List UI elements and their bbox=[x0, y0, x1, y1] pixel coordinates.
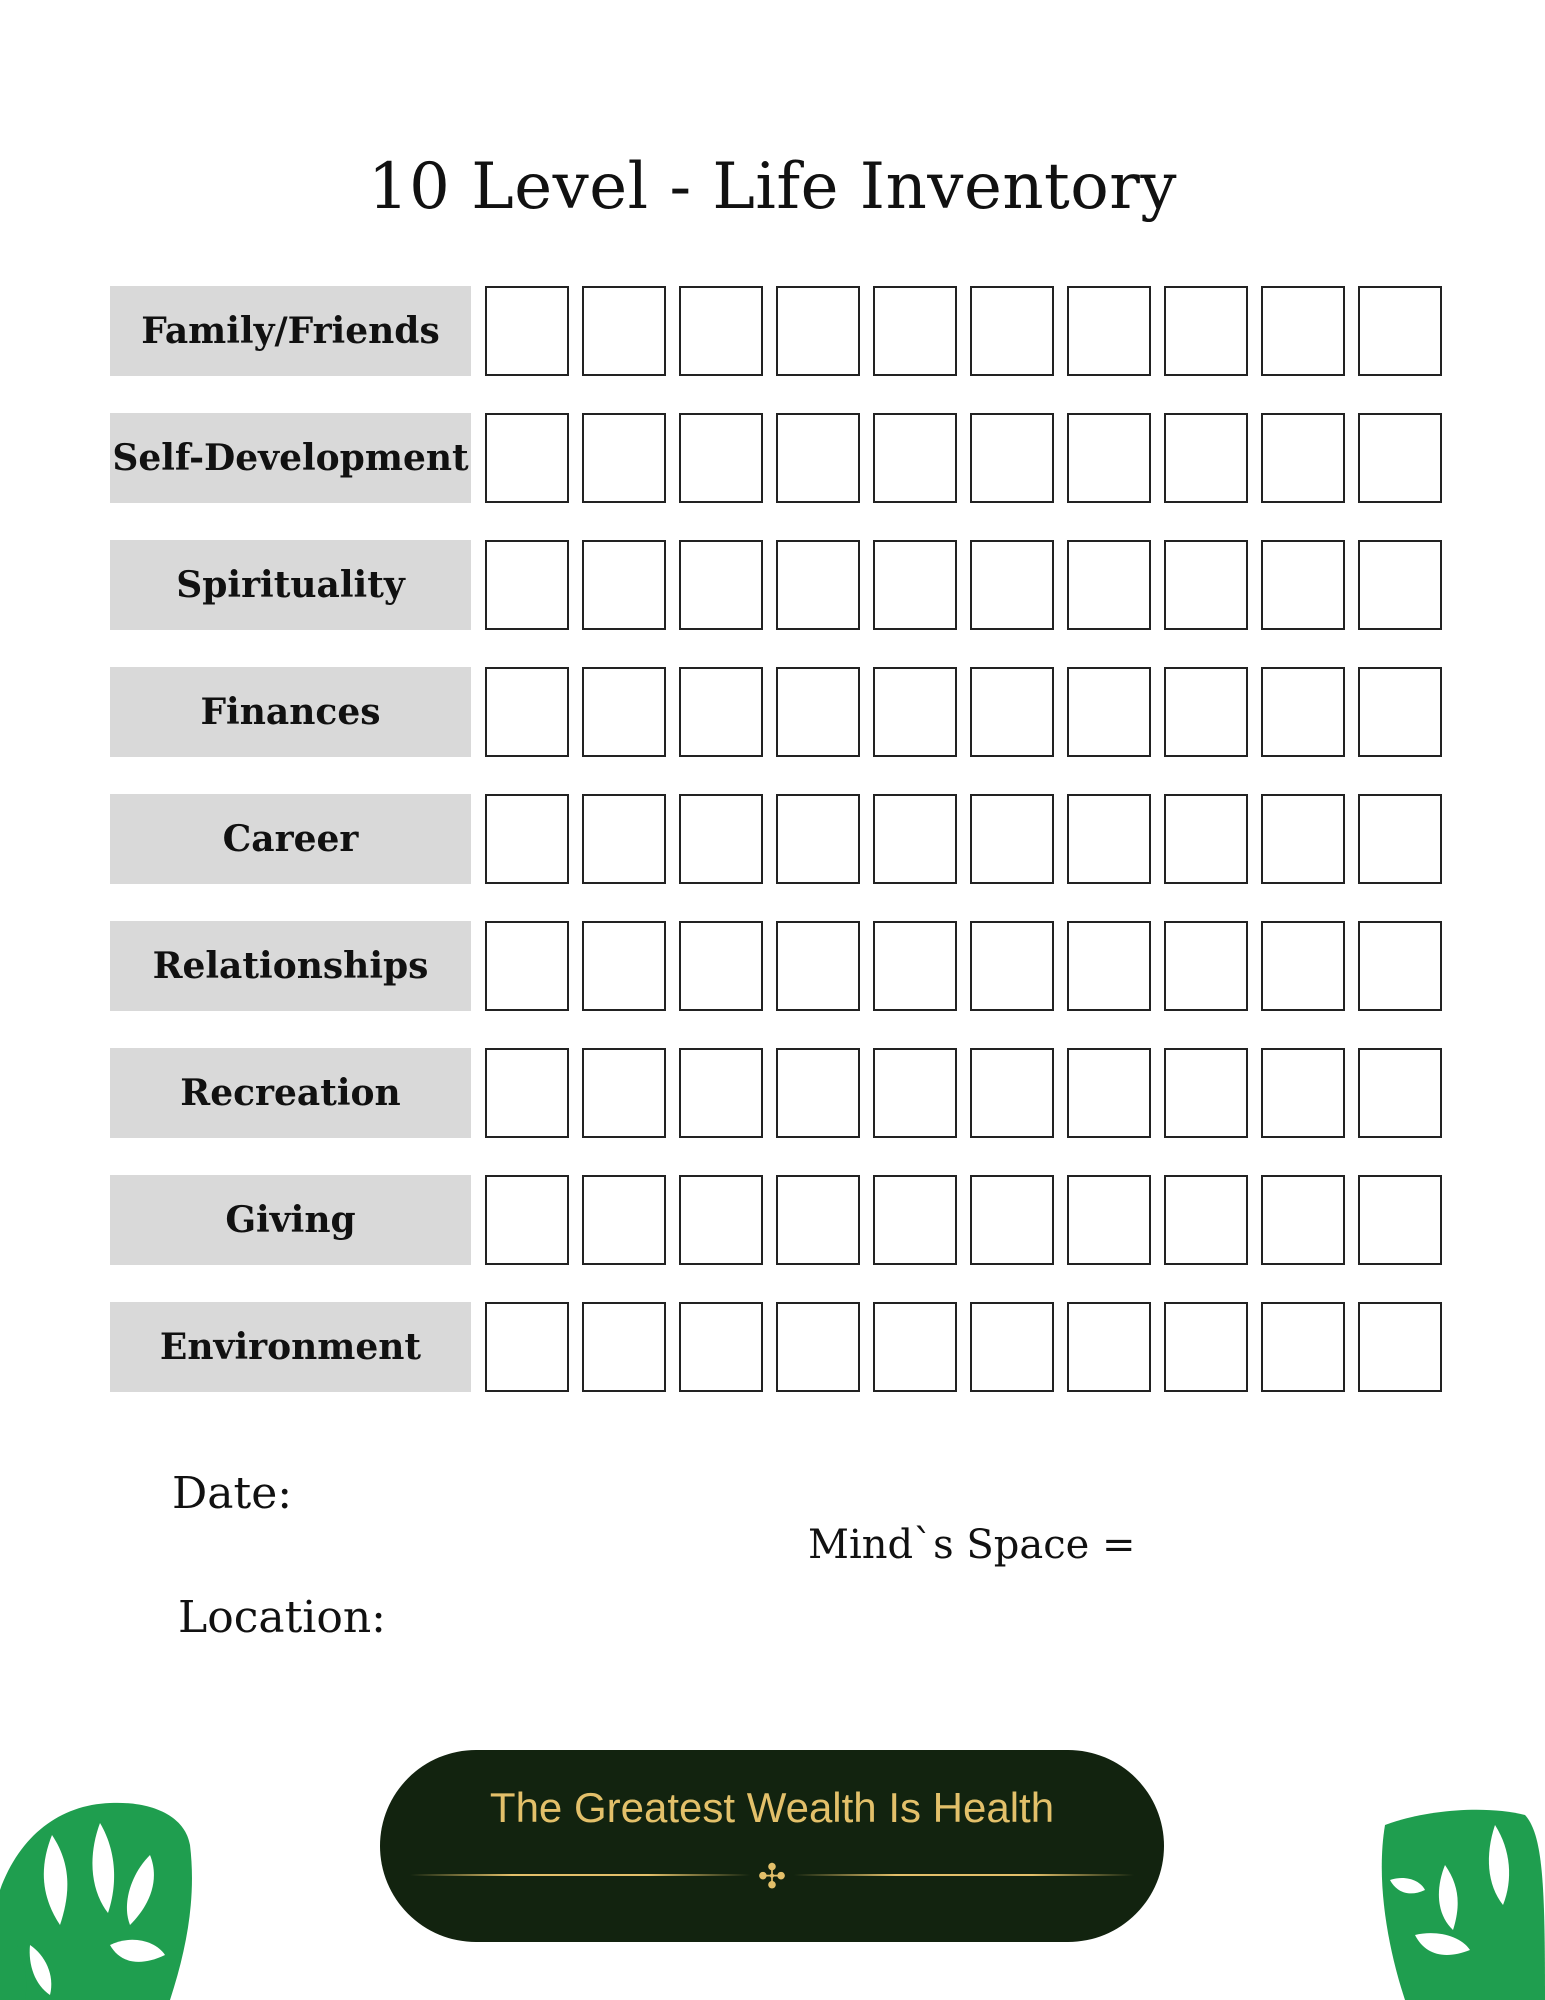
level-checkbox-4[interactable] bbox=[776, 413, 860, 503]
level-checkbox-2[interactable] bbox=[582, 286, 666, 376]
level-checkbox-2[interactable] bbox=[582, 794, 666, 884]
level-checkbox-3[interactable] bbox=[679, 413, 763, 503]
level-checkbox-10[interactable] bbox=[1358, 286, 1442, 376]
level-checkbox-2[interactable] bbox=[582, 1302, 666, 1392]
level-checkbox-10[interactable] bbox=[1358, 794, 1442, 884]
level-checkbox-1[interactable] bbox=[485, 794, 569, 884]
category-label: Relationships bbox=[110, 921, 471, 1011]
level-checkbox-10[interactable] bbox=[1358, 667, 1442, 757]
level-checkbox-7[interactable] bbox=[1067, 286, 1151, 376]
level-checkbox-6[interactable] bbox=[970, 286, 1054, 376]
page-title: 10 Level - Life Inventory bbox=[367, 150, 1178, 224]
level-checkbox-1[interactable] bbox=[485, 1302, 569, 1392]
level-checkbox-4[interactable] bbox=[776, 286, 860, 376]
location-label: Location: bbox=[178, 1592, 386, 1643]
level-checkbox-8[interactable] bbox=[1164, 794, 1248, 884]
level-checkbox-8[interactable] bbox=[1164, 921, 1248, 1011]
level-checkbox-10[interactable] bbox=[1358, 1175, 1442, 1265]
category-label: Family/Friends bbox=[110, 286, 471, 376]
level-checkbox-1[interactable] bbox=[485, 921, 569, 1011]
level-checkbox-7[interactable] bbox=[1067, 1048, 1151, 1138]
level-checkbox-7[interactable] bbox=[1067, 667, 1151, 757]
level-checkbox-9[interactable] bbox=[1261, 921, 1345, 1011]
level-checkbox-3[interactable] bbox=[679, 921, 763, 1011]
level-checkbox-7[interactable] bbox=[1067, 540, 1151, 630]
level-checkbox-8[interactable] bbox=[1164, 540, 1248, 630]
level-checkbox-10[interactable] bbox=[1358, 413, 1442, 503]
level-checkbox-3[interactable] bbox=[679, 667, 763, 757]
monstera-leaf-icon bbox=[0, 1795, 200, 2000]
level-checkbox-1[interactable] bbox=[485, 286, 569, 376]
level-checkbox-7[interactable] bbox=[1067, 794, 1151, 884]
motto-text: The Greatest Wealth Is Health bbox=[489, 1784, 1055, 1831]
level-checkbox-8[interactable] bbox=[1164, 413, 1248, 503]
level-checkbox-10[interactable] bbox=[1358, 1302, 1442, 1392]
level-checkbox-1[interactable] bbox=[485, 540, 569, 630]
category-label: Career bbox=[110, 794, 471, 884]
level-checkbox-1[interactable] bbox=[485, 413, 569, 503]
category-label: Recreation bbox=[110, 1048, 471, 1138]
level-checkbox-6[interactable] bbox=[970, 667, 1054, 757]
level-checkbox-6[interactable] bbox=[970, 540, 1054, 630]
level-checkbox-5[interactable] bbox=[873, 413, 957, 503]
level-checkbox-2[interactable] bbox=[582, 921, 666, 1011]
level-checkbox-2[interactable] bbox=[582, 667, 666, 757]
level-checkbox-2[interactable] bbox=[582, 540, 666, 630]
category-row bbox=[110, 1175, 1445, 1265]
level-checkbox-8[interactable] bbox=[1164, 286, 1248, 376]
level-checkbox-9[interactable] bbox=[1261, 540, 1345, 630]
level-checkbox-6[interactable] bbox=[970, 1048, 1054, 1138]
level-checkbox-3[interactable] bbox=[679, 1048, 763, 1138]
category-row bbox=[110, 286, 1445, 376]
level-checkbox-3[interactable] bbox=[679, 794, 763, 884]
level-checkbox-5[interactable] bbox=[873, 286, 957, 376]
level-checkbox-8[interactable] bbox=[1164, 1175, 1248, 1265]
level-checkbox-5[interactable] bbox=[873, 540, 957, 630]
level-checkbox-4[interactable] bbox=[776, 1048, 860, 1138]
date-label: Date: bbox=[172, 1468, 293, 1519]
level-checkbox-8[interactable] bbox=[1164, 667, 1248, 757]
level-checkbox-8[interactable] bbox=[1164, 1048, 1248, 1138]
level-checkbox-3[interactable] bbox=[679, 1175, 763, 1265]
category-row bbox=[110, 1048, 1445, 1138]
level-checkbox-9[interactable] bbox=[1261, 794, 1345, 884]
category-row bbox=[110, 667, 1445, 757]
level-checkbox-6[interactable] bbox=[970, 921, 1054, 1011]
level-checkbox-5[interactable] bbox=[873, 1302, 957, 1392]
category-label: Environment bbox=[110, 1302, 471, 1392]
level-checkbox-1[interactable] bbox=[485, 667, 569, 757]
level-checkbox-4[interactable] bbox=[776, 1175, 860, 1265]
level-checkbox-2[interactable] bbox=[582, 413, 666, 503]
level-checkbox-9[interactable] bbox=[1261, 667, 1345, 757]
level-checkbox-5[interactable] bbox=[873, 794, 957, 884]
level-checkbox-7[interactable] bbox=[1067, 921, 1151, 1011]
level-checkbox-9[interactable] bbox=[1261, 286, 1345, 376]
level-checkbox-10[interactable] bbox=[1358, 921, 1442, 1011]
level-checkbox-6[interactable] bbox=[970, 1175, 1054, 1265]
level-checkbox-3[interactable] bbox=[679, 540, 763, 630]
level-checkbox-9[interactable] bbox=[1261, 1175, 1345, 1265]
category-row bbox=[110, 1302, 1445, 1392]
level-checkbox-6[interactable] bbox=[970, 1302, 1054, 1392]
category-label: Giving bbox=[110, 1175, 471, 1265]
level-checkbox-5[interactable] bbox=[873, 1048, 957, 1138]
level-checkbox-4[interactable] bbox=[776, 794, 860, 884]
level-checkbox-4[interactable] bbox=[776, 540, 860, 630]
level-checkbox-5[interactable] bbox=[873, 1175, 957, 1265]
level-checkbox-8[interactable] bbox=[1164, 1302, 1248, 1392]
category-label: Spirituality bbox=[110, 540, 471, 630]
level-checkbox-10[interactable] bbox=[1358, 1048, 1442, 1138]
banner-divider-left bbox=[410, 1874, 750, 1876]
level-checkbox-7[interactable] bbox=[1067, 1175, 1151, 1265]
level-checkbox-6[interactable] bbox=[970, 413, 1054, 503]
category-row bbox=[110, 794, 1445, 884]
level-checkbox-2[interactable] bbox=[582, 1048, 666, 1138]
level-checkbox-4[interactable] bbox=[776, 1302, 860, 1392]
level-checkbox-10[interactable] bbox=[1358, 540, 1442, 630]
category-row bbox=[110, 921, 1445, 1011]
motto-banner bbox=[380, 1750, 1164, 1942]
level-checkbox-9[interactable] bbox=[1261, 1302, 1345, 1392]
level-checkbox-4[interactable] bbox=[776, 921, 860, 1011]
level-checkbox-1[interactable] bbox=[485, 1175, 569, 1265]
level-checkbox-2[interactable] bbox=[582, 1175, 666, 1265]
level-checkbox-5[interactable] bbox=[873, 667, 957, 757]
level-checkbox-4[interactable] bbox=[776, 667, 860, 757]
level-checkbox-3[interactable] bbox=[679, 1302, 763, 1392]
banner-divider-right bbox=[794, 1874, 1134, 1876]
level-checkbox-1[interactable] bbox=[485, 1048, 569, 1138]
level-checkbox-7[interactable] bbox=[1067, 1302, 1151, 1392]
level-checkbox-5[interactable] bbox=[873, 921, 957, 1011]
category-row bbox=[110, 413, 1445, 503]
level-checkbox-3[interactable] bbox=[679, 286, 763, 376]
level-checkbox-9[interactable] bbox=[1261, 1048, 1345, 1138]
level-checkbox-9[interactable] bbox=[1261, 413, 1345, 503]
flourish-ornament-icon: ✣ bbox=[757, 1857, 787, 1897]
category-row bbox=[110, 540, 1445, 630]
level-checkbox-6[interactable] bbox=[970, 794, 1054, 884]
mind-space-label: Mind`s Space = bbox=[808, 1522, 1136, 1568]
category-label: Self-Development bbox=[110, 413, 471, 503]
level-checkbox-7[interactable] bbox=[1067, 413, 1151, 503]
category-label: Finances bbox=[110, 667, 471, 757]
monstera-leaf-icon bbox=[1375, 1805, 1545, 2000]
